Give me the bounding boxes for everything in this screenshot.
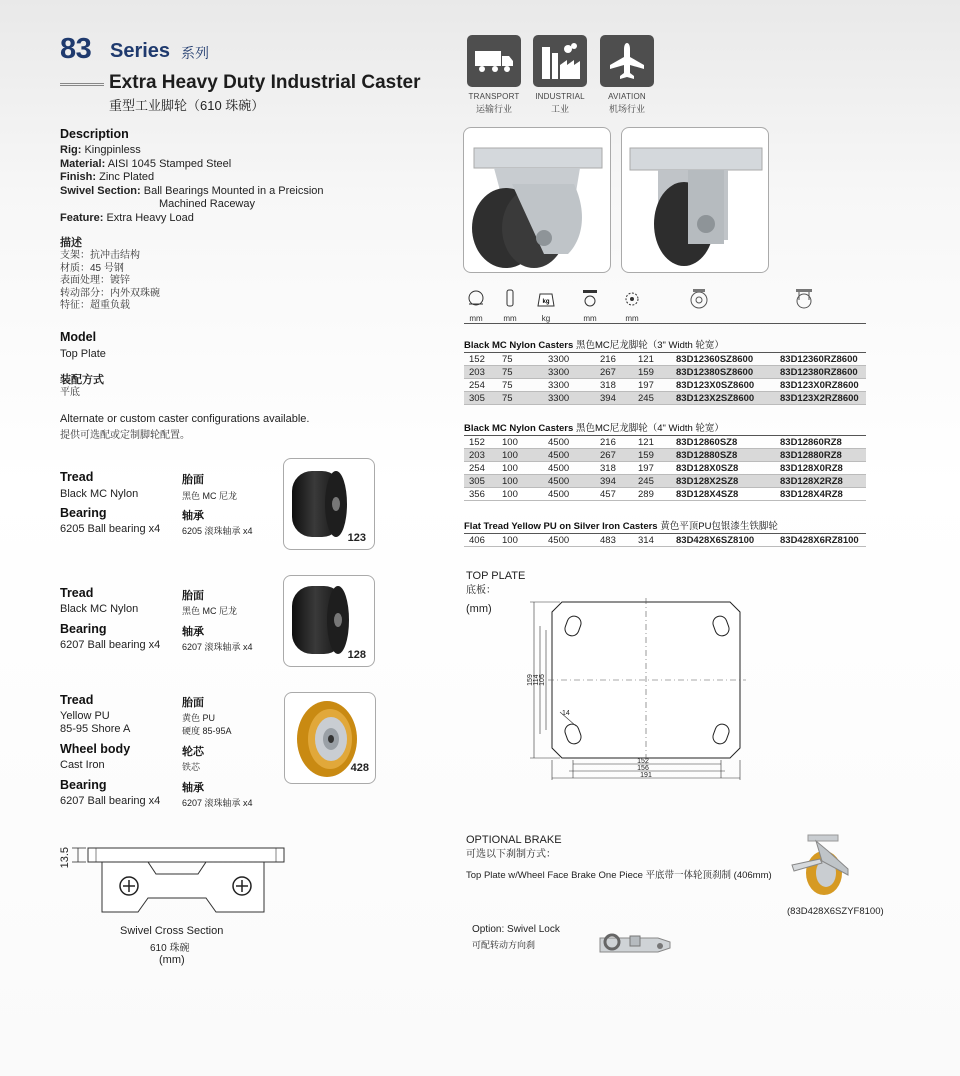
wheel-width-icon [498, 288, 522, 323]
table-4in-title [464, 420, 724, 434]
top-plate-unit: (mm) [466, 603, 492, 615]
swivel-lock-image [596, 922, 676, 958]
cross-section-label: Swivel Cross Section [120, 925, 224, 937]
table-title-cn: 黄色平顶PU包银漆生铁脚轮 [660, 521, 778, 532]
dimension-symbols-row [464, 288, 864, 322]
table-cell: 100 [502, 462, 518, 474]
table-cell: 4500 [548, 436, 570, 448]
wheel-body-value: Cast Iron [60, 759, 105, 771]
dim-h-152: 152 [637, 758, 649, 765]
table-cell: 83D12880SZ8 [676, 449, 738, 461]
industry-industrial [533, 35, 587, 115]
table-cell: 203 [469, 449, 485, 461]
wheel-code: 128 [347, 649, 366, 661]
tread-cn-value: 黑色 MC 尼龙 [182, 491, 237, 501]
table-cell: 121 [638, 436, 654, 448]
table-cell: 75 [502, 353, 513, 365]
table-cell: 267 [600, 366, 616, 378]
table-pu-title [464, 518, 778, 532]
table-cell: 4500 [548, 462, 570, 474]
table-cell: 254 [469, 379, 485, 391]
table-cell: 83D128X4SZ8 [676, 488, 739, 500]
dim-v-105: 105 [539, 674, 546, 686]
table-cell: 83D428X6RZ8100 [780, 534, 859, 546]
dim-h-191: 191 [640, 772, 652, 779]
wheel-body-cn-value: 铁芯 [182, 762, 201, 772]
table-cell: 483 [600, 534, 616, 546]
table-cell: 318 [600, 379, 616, 391]
table-cell: 4500 [548, 475, 570, 487]
table-cell: 216 [600, 436, 616, 448]
model-cn-value: 平底 [60, 387, 80, 398]
table-cell: 4500 [548, 488, 570, 500]
tread-label: Tread [60, 470, 94, 484]
top-plate-label: TOP PLATE [466, 570, 526, 582]
table-cell: 100 [502, 449, 518, 461]
table-3in-title [464, 337, 724, 351]
description-cn-list [60, 250, 160, 313]
custom-note-cn: 提供可选配或定制脚轮配置。 [60, 430, 190, 441]
table-cell: 394 [600, 392, 616, 404]
airplane-icon [600, 35, 654, 87]
table-cell: 100 [502, 436, 518, 448]
bearing-cn-value: 6207 滚珠轴承 x4 [182, 798, 253, 808]
rig-value: Kingpinless [84, 144, 141, 156]
table-row [464, 462, 866, 475]
description-list [60, 144, 390, 225]
cross-section-dim: 13.5 [59, 847, 71, 869]
material-value: AISI 1045 Stamped Steel [107, 157, 232, 170]
table-cell: 83D12860SZ8 [676, 436, 738, 448]
table-cell: 318 [600, 462, 616, 474]
table-cell: 83D128X0SZ8 [676, 462, 739, 474]
swivel-lock-cn: 可配转动方向刹 [472, 940, 536, 950]
industry-cn: 运输行业 [475, 104, 512, 114]
table-row [464, 436, 866, 449]
table-cell: 83D12880RZ8 [780, 449, 842, 461]
top-plate-drawing [524, 596, 754, 786]
table-cell: 3300 [548, 366, 570, 378]
table-cell: 83D128X4RZ8 [780, 488, 843, 500]
tread-cn-label: 胎面 [182, 590, 204, 602]
cross-section-cn: 610 珠碗 [150, 943, 190, 954]
table-cell: 152 [469, 353, 485, 365]
bearing-label: Bearing [60, 622, 107, 636]
description-cn-line: 支架：抗冲击结构 [60, 250, 140, 261]
table-cell: 83D128X2RZ8 [780, 475, 843, 487]
optional-brake-cn: 可选以下刹制方式： [466, 849, 556, 860]
wheel-card-428 [284, 692, 376, 784]
description-cn-heading: 描述 [60, 237, 82, 249]
tread-label: Tread [60, 586, 94, 600]
table-cell: 83D12360RZ8600 [780, 353, 858, 365]
table-cell: 203 [469, 366, 485, 378]
description-cn-line: 材质：45 号钢 [60, 262, 124, 274]
table-title-cn: 黑色MC尼龙脚轮（4" Width 轮宽） [575, 423, 724, 434]
table-row [464, 449, 866, 462]
table-cell: 3300 [548, 379, 570, 391]
feature-label: Feature: [60, 211, 104, 224]
factory-icon [533, 35, 587, 87]
table-cell: 305 [469, 392, 485, 404]
table-cell: 245 [638, 475, 654, 487]
tread-cn-value: 黄色 PU [182, 713, 216, 723]
dim-v-159: 159 [527, 674, 534, 686]
model-cn-heading: 装配方式 [60, 374, 104, 386]
truck-icon [467, 35, 521, 87]
table-cell: 4500 [548, 449, 570, 461]
table-cell: 75 [502, 366, 513, 378]
rigid-caster-photo [621, 127, 769, 273]
tread-value: Black MC Nylon [60, 603, 139, 615]
table-cell: 83D123X2RZ8600 [780, 392, 859, 404]
optional-brake-desc: Top Plate w/Wheel Face Brake One Piece 平底带一体轮顶刹制 (406mm) [466, 870, 772, 881]
model-heading: Model [60, 330, 97, 344]
table-row [464, 353, 866, 366]
table-title-cn: 黑色MC尼龙脚轮（3" Width 轮宽） [575, 340, 724, 351]
table-cell: 83D12380RZ8600 [780, 366, 858, 378]
unit-label: mm [625, 314, 639, 323]
series-cn: 系列 [181, 45, 209, 61]
load-capacity-icon [534, 288, 558, 323]
table-cell: 159 [638, 366, 654, 378]
unit-label: mm [469, 314, 483, 323]
table-cell: 83D123X0RZ8600 [780, 379, 859, 391]
bearing-value: 6207 Ball bearing x4 [60, 795, 161, 807]
description-cn-line: 表面处理：镀锌 [60, 275, 130, 287]
table-cell: 289 [638, 488, 654, 500]
table-row [464, 379, 866, 392]
table-title-en: Flat Tread Yellow PU on Silver Iron Casters [464, 521, 658, 532]
table-title-en: Black MC Nylon Casters [464, 340, 574, 351]
bearing-cn-value: 6205 滚珠轴承 x4 [182, 526, 253, 536]
description-cn-line: 转动部分：内外双珠碗 [60, 287, 160, 299]
wheel-code: 123 [347, 532, 366, 544]
bearing-cn-value: 6207 滚珠轴承 x4 [182, 642, 253, 652]
unit-label: mm [503, 314, 517, 323]
table-cell: 305 [469, 475, 485, 487]
series-number: 83 [60, 33, 92, 65]
table-cell: 75 [502, 379, 513, 391]
table-cell: 159 [638, 449, 654, 461]
swivel-value: Ball Bearings Mounted in a Preicsion [143, 184, 324, 197]
table-3in-width [464, 352, 866, 405]
table-cell: 152 [469, 436, 485, 448]
finish-label: Finish: [60, 171, 97, 183]
finish-value: Zinc Plated [99, 171, 155, 183]
table-cell: 314 [638, 534, 654, 546]
swivel-label: Swivel Section: [60, 184, 141, 197]
table-cell: 75 [502, 392, 513, 404]
swivel-radius-icon [620, 288, 644, 323]
table-cell: 4500 [548, 534, 570, 546]
unit-label: mm [583, 314, 597, 323]
wheel-body-label: Wheel body [60, 742, 131, 756]
rig-label: Rig: [60, 144, 82, 156]
table-cell: 245 [638, 392, 654, 404]
description-cn-line: 特征：超重负载 [60, 300, 130, 312]
table-row [464, 366, 866, 379]
swivel-lock-label: Option: Swivel Lock [472, 924, 560, 935]
table-4in-width [464, 435, 866, 501]
table-cell: 197 [638, 379, 654, 391]
table-cell: 394 [600, 475, 616, 487]
table-row [464, 534, 866, 547]
symbols-rule [464, 323, 866, 324]
table-cell: 83D123X2SZ8600 [676, 392, 755, 404]
tread-value: Yellow PU [60, 710, 110, 722]
table-cell: 197 [638, 462, 654, 474]
page-title-cn: 重型工业脚轮（610 珠碗） [109, 98, 265, 113]
table-cell: 457 [600, 488, 616, 500]
industry-cn: 工业 [550, 104, 569, 114]
table-cell: 3300 [548, 392, 570, 404]
industry-label: INDUSTRIAL [535, 92, 585, 101]
wheel-body-cn-label: 轮芯 [182, 746, 204, 758]
swivel-caster-icon [687, 288, 711, 315]
wheel-code: 428 [350, 762, 369, 774]
model-value: Top Plate [60, 348, 106, 360]
dim-v-114: 114 [533, 674, 540, 686]
bearing-cn-label: 轴承 [182, 626, 204, 638]
wheel-card-123 [283, 458, 375, 550]
title-rule [60, 83, 104, 86]
tread-cn-value: 黑色 MC 尼龙 [182, 606, 237, 616]
dim-hole-14: 14 [562, 710, 570, 717]
bearing-cn-label: 轴承 [182, 782, 204, 794]
table-cell: 121 [638, 353, 654, 365]
custom-note: Alternate or custom caster configurations available. [60, 413, 310, 425]
table-cell: 100 [502, 488, 518, 500]
tread-cn-hardness: 硬度 85-95A [182, 726, 232, 736]
bearing-label: Bearing [60, 778, 107, 792]
table-cell: 83D12360SZ8600 [676, 353, 754, 365]
table-cell: 267 [600, 449, 616, 461]
bearing-cn-label: 轴承 [182, 510, 204, 522]
material-label: Material: [60, 157, 106, 170]
tread-cn-label: 胎面 [182, 697, 204, 709]
table-cell: 406 [469, 534, 485, 546]
industry-cn: 机场行业 [608, 104, 645, 114]
table-cell: 100 [502, 475, 518, 487]
table-cell: 3300 [548, 353, 570, 365]
brake-caster-image [786, 831, 856, 901]
industry-label: AVIATION [608, 92, 646, 101]
bearing-label: Bearing [60, 506, 107, 520]
table-cell: 83D12380SZ8600 [676, 366, 754, 378]
tread-value: Black MC Nylon [60, 488, 139, 500]
table-title-en: Black MC Nylon Casters [464, 423, 574, 434]
wheel-diameter-icon [464, 288, 488, 323]
description-heading: Description [60, 127, 129, 141]
table-cell: 83D428X6SZ8100 [676, 534, 755, 546]
brake-code: (83D428X6SZYF8100) [787, 906, 884, 917]
table-row [464, 475, 866, 488]
top-plate-cn: 底板： [466, 585, 496, 596]
dim-h-156: 156 [637, 765, 649, 772]
tread-label: Tread [60, 693, 94, 707]
optional-brake-title: OPTIONAL BRAKE [466, 834, 562, 846]
industry-aviation [600, 35, 654, 115]
table-cell: 356 [469, 488, 485, 500]
cross-section-unit: (mm) [159, 954, 185, 966]
bearing-value: 6207 Ball bearing x4 [60, 639, 161, 651]
wheel-card-128 [283, 575, 375, 667]
swivel-caster-photo [463, 127, 611, 273]
table-cell: 83D12860RZ8 [780, 436, 842, 448]
swivel-value-2: Machined Raceway [159, 198, 255, 210]
table-cell: 100 [502, 534, 518, 546]
table-cell: 83D123X0SZ8600 [676, 379, 755, 391]
table-cell: 83D128X0RZ8 [780, 462, 843, 474]
table-cell: 254 [469, 462, 485, 474]
table-cell: 83D128X2SZ8 [676, 475, 739, 487]
svg-text:kg: kg [542, 299, 550, 305]
tread-hardness: 85-95 Shore A [60, 723, 131, 735]
industry-label: TRANSPORT [468, 92, 520, 101]
rigid-caster-icon [792, 288, 816, 315]
table-cell: 216 [600, 353, 616, 365]
page-title: Extra Heavy Duty Industrial Caster [109, 72, 421, 93]
table-row [464, 488, 866, 501]
bearing-value: 6205 Ball bearing x4 [60, 523, 161, 535]
overall-height-icon [578, 288, 602, 323]
table-yellow-pu [464, 533, 866, 547]
feature-value: Extra Heavy Load [106, 211, 194, 224]
unit-label: kg [541, 314, 551, 323]
industry-transport [467, 35, 521, 115]
series-word: Series [110, 40, 171, 62]
table-row [464, 392, 866, 405]
tread-cn-label: 胎面 [182, 474, 204, 486]
swivel-cross-section-drawing [58, 842, 298, 918]
